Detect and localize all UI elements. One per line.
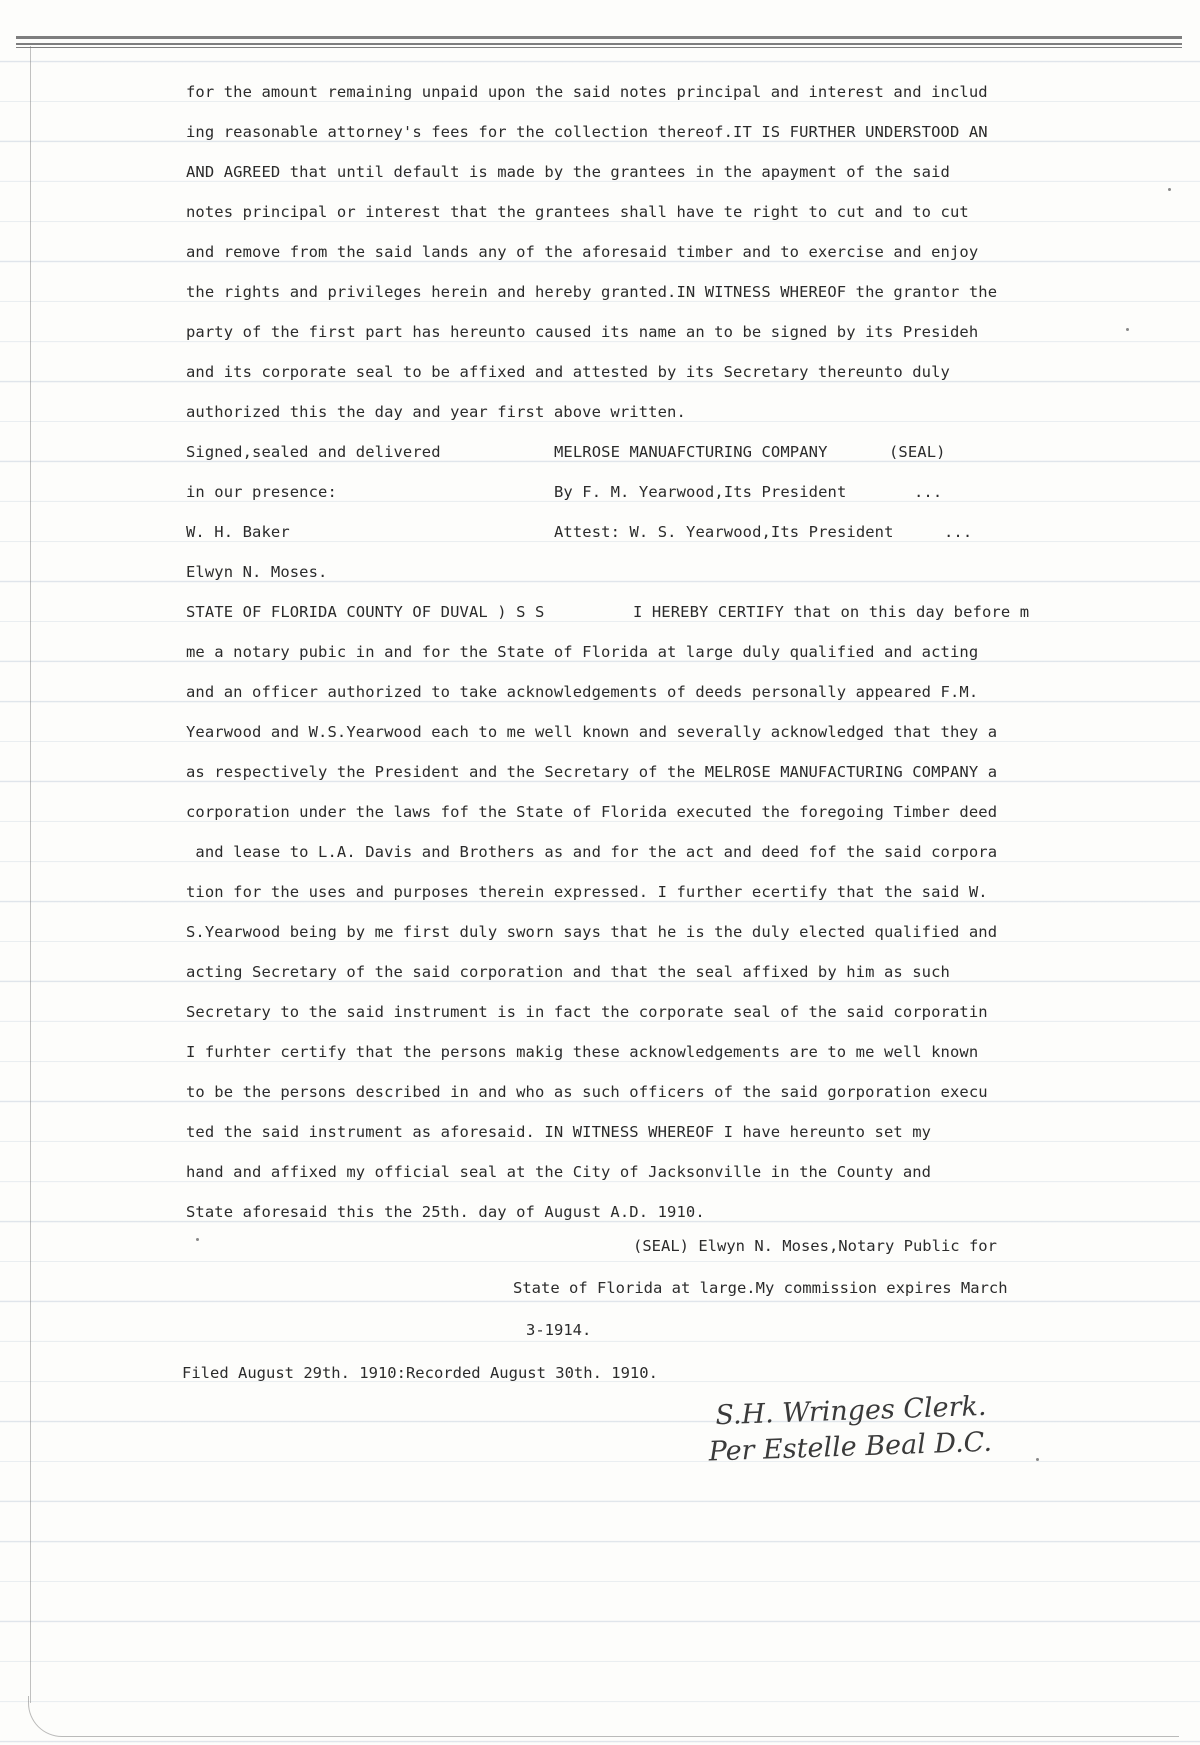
- text-line: me a notary pubic in and for the State of Florida at large duly qualified and acting: [186, 643, 979, 661]
- certify-clause: I HEREBY CERTIFY that on this day before m: [633, 603, 1030, 621]
- deputy-signature-line: Per Estelle Beal D.C.: [708, 1426, 993, 1468]
- text-line: to be the persons described in and who as such officers of the said gorporation execu: [186, 1083, 988, 1101]
- page-bottom-edge: [28, 1696, 1179, 1737]
- seal-mark: (SEAL): [889, 443, 946, 461]
- paper-speck: [196, 1238, 199, 1241]
- dots: ...: [944, 523, 973, 541]
- text-line: I furhter certify that the persons makig these acknowledgements are to me well known: [186, 1043, 979, 1061]
- witness-label: in our presence:: [186, 483, 337, 501]
- text-line: for the amount remaining unpaid upon the said notes principal and interest and includ: [186, 83, 988, 101]
- deed-body-text: [186, 82, 1086, 1242]
- witness-label: Signed,sealed and delivered: [186, 443, 441, 461]
- signature-row: [186, 522, 1086, 562]
- text-line: ing reasonable attorney's fees for the collection thereof.IT IS FURTHER UNDERSTOOD AN: [186, 123, 988, 141]
- text-line: as respectively the President and the Secretary of the MELROSE MANUFACTURING COMPANY a: [186, 763, 998, 781]
- filing-record: Filed August 29th. 1910:Recorded August 30th. 1910.: [182, 1364, 658, 1382]
- text-line: S.Yearwood being by me first duly sworn says that he is the duly elected qualified and: [186, 923, 998, 941]
- signature-row: [186, 562, 1086, 602]
- text-line: acting Secretary of the said corporation and that the seal affixed by him as such: [186, 963, 950, 981]
- text-line: tion for the uses and purposes therein expressed. I further ecertify that the said W.: [186, 883, 988, 901]
- clerk-handwritten-signature: [708, 1386, 1077, 1471]
- company-name: MELROSE MANUAFCTURING COMPANY: [554, 443, 828, 461]
- signature-row: [186, 442, 1086, 482]
- witness-name: Elwyn N. Moses.: [186, 563, 328, 581]
- signature-row: [186, 482, 1086, 522]
- text-line: party of the first part has hereunto caused its name an to be signed by its Presideh: [186, 323, 979, 341]
- attest-signature: Attest: W. S. Yearwood,Its President: [554, 523, 894, 541]
- text-line: hand and affixed my official seal at the City of Jacksonville in the County and: [186, 1163, 932, 1181]
- clerk-signature-line: S.H. Wringes Clerk.: [714, 1390, 987, 1432]
- venue-heading: STATE OF FLORIDA COUNTY OF DUVAL ) S S: [186, 603, 545, 621]
- certificate-heading-row: [186, 602, 1086, 642]
- text-line: the rights and privileges herein and hereby granted.IN WITNESS WHEREOF the grantor the: [186, 283, 998, 301]
- notary-signature: (SEAL) Elwyn N. Moses,Notary Public for: [633, 1237, 997, 1255]
- witness-name: W. H. Baker: [186, 523, 290, 541]
- text-line: AND AGREED that until default is made by the grantees in the apayment of the said: [186, 163, 950, 181]
- text-line: notes principal or interest that the grantees shall have te right to cut and to cut: [186, 203, 969, 221]
- notary-commission: State of Florida at large.My commission expires March: [513, 1279, 1008, 1297]
- text-line: Yearwood and W.S.Yearwood each to me well known and severally acknowledged that they a: [186, 723, 998, 741]
- paper-speck: [1168, 188, 1171, 191]
- text-line: ted the said instrument as aforesaid. IN WITNESS WHEREOF I have hereunto set my: [186, 1123, 932, 1141]
- text-line: Secretary to the said instrument is in fact the corporate seal of the said corporatin: [186, 1003, 988, 1021]
- text-line: State aforesaid this the 25th. day of August A.D. 1910.: [186, 1203, 705, 1221]
- text-line: and remove from the said lands any of the aforesaid timber and to exercise and enjoy: [186, 243, 979, 261]
- text-line: authorized this the day and year first above written.: [186, 403, 686, 421]
- top-ruled-border: [16, 36, 1182, 50]
- dots: ...: [914, 483, 943, 501]
- text-line: and an officer authorized to take acknowledgements of deeds personally appeared F.M.: [186, 683, 979, 701]
- left-margin-rule: [30, 46, 31, 1703]
- commission-expiry: 3-1914.: [526, 1321, 592, 1339]
- text-line: and its corporate seal to be affixed and attested by its Secretary thereunto duly: [186, 363, 950, 381]
- text-line: corporation under the laws fof the State of Florida executed the foregoing Timber deed: [186, 803, 998, 821]
- paper-speck: [1126, 328, 1129, 331]
- paper-speck: [1036, 1458, 1039, 1461]
- text-line: and lease to L.A. Davis and Brothers as and for the act and deed fof the said corpora: [186, 843, 998, 861]
- president-signature: By F. M. Yearwood,Its President: [554, 483, 847, 501]
